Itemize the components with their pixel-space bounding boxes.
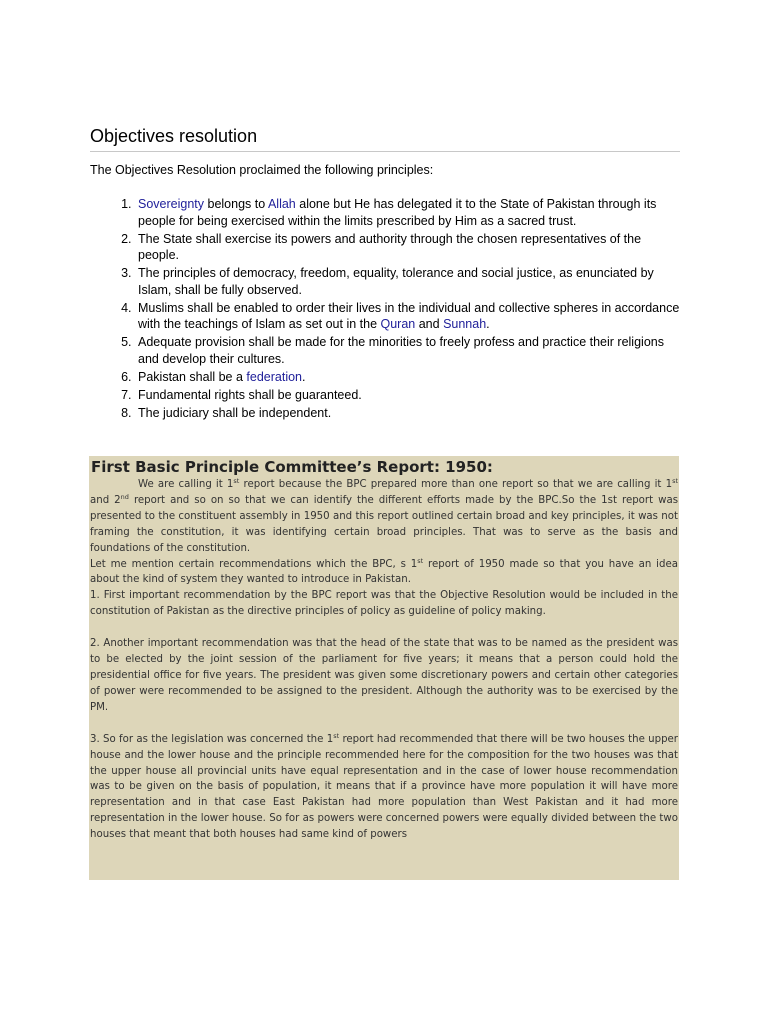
list-item: 6. Pakistan shall be a federation. xyxy=(135,369,680,386)
report-paragraph: 2. Another important recommendation was that the head of the state that was to be named as the president was to be elected by the joint session of the parliament for five years; it means that a person could hold the presidential office for five years. The president was given some discretionary powers and certain other categories of power were recommended to be assigned to the president. Although the authority was to be exercised by the PM. xyxy=(90,638,678,713)
report-paragraph: 3. So for as the legislation was concerned the 1st report had recommended that there will be two houses the upper house and the lower house and the principle recommended here for the composition for the two houses was that the upper house all provincial units have equal representation and in the case of lower house recommendation was to be given on the basis of population, it means that if a province have more population it will have more representation and in that case East Pakistan had more population than West Pakistan and it had more representation in the lower house. So for as powers were concerned powers were equally divided between the two houses that meant that both houses had same kind of powers xyxy=(90,731,678,841)
list-item: 1. Sovereignty belongs to Allah alone but He has delegated it to the State of Pakistan through its people for being exercised within the limits prescribed by Him as a sacred trust. xyxy=(135,196,680,229)
list-item: 5. Adequate provision shall be made for the minorities to freely profess and practice their religions and develop their cultures. xyxy=(135,334,680,367)
link-sovereignty[interactable]: Sovereignty xyxy=(138,197,205,211)
report-paragraph: We are calling it 1st report because the BPC prepared more than one report so that we are calling it 1st and 2nd report and so on so that we can identify the different efforts made by the BPC.So the 1st report was presented to the constituent assembly in 1950 and this report outlined certain broad and key principles, it was not framing the constitution, it was identifying certain broad principles. That was to serve as the basis and foundations of the constitution. xyxy=(90,477,678,554)
list-item: 8. The judiciary shall be independent. xyxy=(135,405,680,422)
link-sunnah[interactable]: Sunnah xyxy=(443,317,487,331)
principles-list xyxy=(90,196,680,421)
section-title: Objectives resolution xyxy=(90,126,680,152)
list-item: 7. Fundamental rights shall be guaranteed. xyxy=(135,387,680,404)
list-item: 3. The principles of democracy, freedom, equality, tolerance and social justice, as enunciated by Islam, shall be fully observed. xyxy=(135,265,680,298)
objectives-section xyxy=(90,126,680,423)
link-federation[interactable]: federation xyxy=(246,369,303,384)
report-paragraph: 1. First important recommendation by the BPC report was that the Objective Resolution would be included in the constitution of Pakistan as the directive principles of policy as guideline of policy making. xyxy=(90,590,678,618)
report-paragraph: Let me mention certain recommendations which the BPC, s 1st report of 1950 made so that you have an idea about the kind of system they wanted to introduce in Pakistan. xyxy=(90,556,678,586)
link-quran[interactable]: Quran xyxy=(380,317,416,331)
list-item: 2. The State shall exercise its powers and authority through the chosen representatives of the people. xyxy=(135,231,680,264)
intro-text: The Objectives Resolution proclaimed the following principles: xyxy=(90,163,434,177)
report-heading: First Basic Principle Committee’s Report: 1950: xyxy=(91,458,493,476)
bpc-report-box xyxy=(89,456,679,880)
link-allah[interactable]: Allah xyxy=(267,197,296,211)
list-item: 4. Muslims shall be enabled to order their lives in the individual and collective spheres in accordance with the teachings of Islam as set out in the Quran and Sunnah. xyxy=(135,300,680,333)
